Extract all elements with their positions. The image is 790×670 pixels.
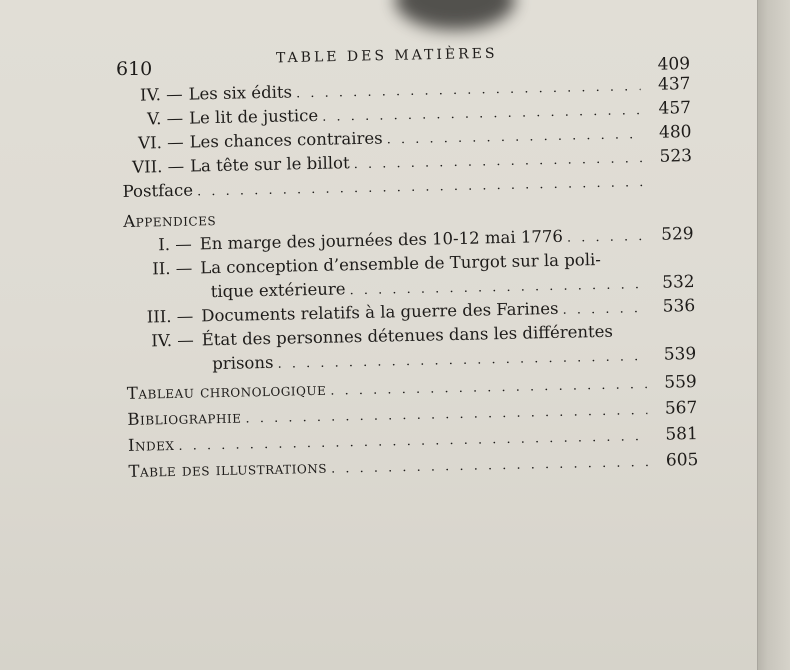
dot-leader xyxy=(245,403,647,426)
backmatter-title: Bibliographie xyxy=(127,407,242,429)
appendix-title-continuation: prisons xyxy=(212,352,274,374)
toc-page-ref: 605 xyxy=(665,449,699,471)
toc-page-ref: 532 xyxy=(661,272,695,293)
chapter-number: IV. — xyxy=(139,84,183,105)
chapter-number: VI. — xyxy=(137,132,184,153)
appendix-title: État des personnes détenues dans les différentes xyxy=(201,321,614,350)
appendix-title: Documents relatifs à la guerre des Farines xyxy=(201,298,559,326)
backmatter-title: Tableau chronologique xyxy=(126,379,327,403)
dot-leader xyxy=(354,151,643,172)
toc-page-ref: 581 xyxy=(665,423,699,445)
dot-leader xyxy=(331,455,649,477)
toc-page-ref: 539 xyxy=(663,343,697,365)
backmatter-title: Index xyxy=(127,434,175,455)
dot-leader xyxy=(277,349,646,372)
running-title: TABLE DES MATIÈRES xyxy=(275,45,498,67)
table-of-contents xyxy=(120,54,699,488)
toc-page-ref: 523 xyxy=(659,146,693,167)
toc-page-ref: 529 xyxy=(660,224,694,245)
chapter-title: Le lit de justice xyxy=(188,105,319,128)
toc-page-ref: 536 xyxy=(662,296,696,317)
page-number: 610 xyxy=(116,58,153,80)
dot-leader xyxy=(386,127,641,147)
toc-page-ref: 437 xyxy=(657,74,691,95)
backmatter-title: Table des illustrations xyxy=(128,457,328,481)
dot-leader xyxy=(349,277,644,298)
appendix-title: En marge des journées des 10-12 mai 1776 xyxy=(199,226,564,254)
toc-page-ref: 457 xyxy=(658,98,692,119)
page-edge xyxy=(757,0,790,670)
dot-leader xyxy=(562,301,645,318)
dot-leader xyxy=(330,377,647,399)
chapter-title: Les chances contraires xyxy=(189,128,383,152)
appendix-number: III. — xyxy=(146,306,194,327)
toc-page-ref: 480 xyxy=(658,122,692,143)
chapter-number: V. — xyxy=(146,108,184,129)
toc-page-ref: 567 xyxy=(664,397,698,419)
postface-title: Postface xyxy=(122,180,194,201)
toc-page-ref xyxy=(647,185,693,186)
chapter-title: La tête sur le billot xyxy=(189,153,350,176)
chapter-number: VII. — xyxy=(131,156,185,177)
toc-page-ref: 559 xyxy=(664,371,697,393)
appendix-title: La conception d’ensemble de Turgot sur la poli- xyxy=(200,249,602,278)
toc-page-ref: 409 xyxy=(657,54,691,75)
appendices-heading: Appendices xyxy=(123,210,217,231)
dot-leader xyxy=(296,79,641,101)
dot-leader xyxy=(178,429,648,454)
dot-leader xyxy=(322,103,641,125)
appendix-number: I. — xyxy=(158,234,192,255)
chapter-title: Les six édits xyxy=(188,82,293,104)
appendix-number: II. — xyxy=(152,258,193,279)
appendix-title-continuation: tique extérieure xyxy=(210,279,346,302)
dot-leader xyxy=(567,229,644,246)
dot-leader xyxy=(197,175,643,199)
appendix-number: IV. — xyxy=(151,330,194,351)
